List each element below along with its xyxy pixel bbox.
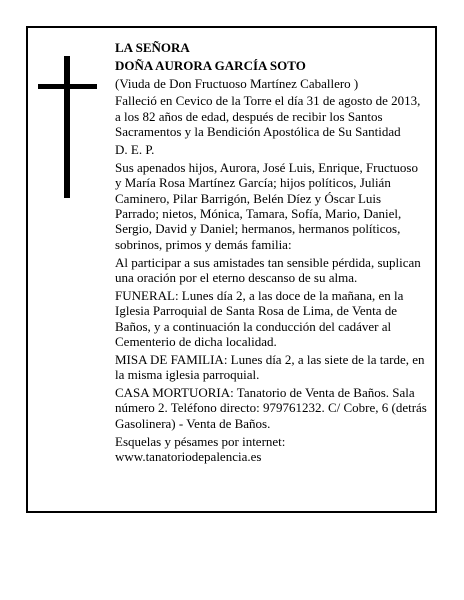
online-condolences-label: Esquelas y pésames por internet: [115, 433, 286, 449]
obituary-text [115, 40, 427, 467]
funeral-info: FUNERAL: Lunes día 2, a las doce de la mañana, en la Iglesia Parroquial de Santa Rosa de Lima, de Venta de Baños, y a continuación la conducción del cadáver al Cementerio de dicha localidad. [115, 287, 404, 350]
prayer-request: Al participar a sus amistades tan sensible pérdida, suplican una oración por el eterno descanso de su alma. [115, 254, 421, 286]
cross-vertical-bar [64, 56, 70, 198]
widow-of: (Viuda de Don Fructuoso Martínez Caballero ) [115, 75, 359, 91]
website-link[interactable]: www.tanatoriodepalencia.es [115, 449, 262, 465]
family-list: Sus apenados hijos, Aurora, José Luis, Enrique, Fructuoso y María Rosa Martínez García; hijos políticos, Julián Caminero, Pilar Barrigón, Belén Díez y Óscar Luis Parrado; nietos, Mónica, Tamara, Sofía, Mario, Daniel, Sergio, David y Daniel; hermanos, hermanos políticos, sobrinos, primos y demás familia: [115, 159, 418, 252]
cross-horizontal-bar [38, 84, 97, 89]
dep-line: D. E. P. [115, 142, 155, 157]
deceased-name: DOÑA AURORA GARCÍA SOTO [115, 57, 306, 73]
deceased-title: LA SEÑORA [115, 40, 190, 55]
funeral-home-info: CASA MORTUORIA: Tanatorio de Venta de Baños. Sala número 2. Teléfono directo: 979761232. C/ Cobre, 6 (detrás Gasolinera) - Venta de Baños. [115, 385, 427, 431]
family-mass-info: MISA DE FAMILIA: Lunes día 2, a las siete de la tarde, en la misma iglesia parroquial. [115, 351, 425, 383]
death-details: Falleció en Cevico de la Torre el día 31 de agosto de 2013, a los 82 años de edad, después de recibir los Santos Sacramentos y la Bendición Apostólica de Su Santidad [115, 93, 421, 140]
